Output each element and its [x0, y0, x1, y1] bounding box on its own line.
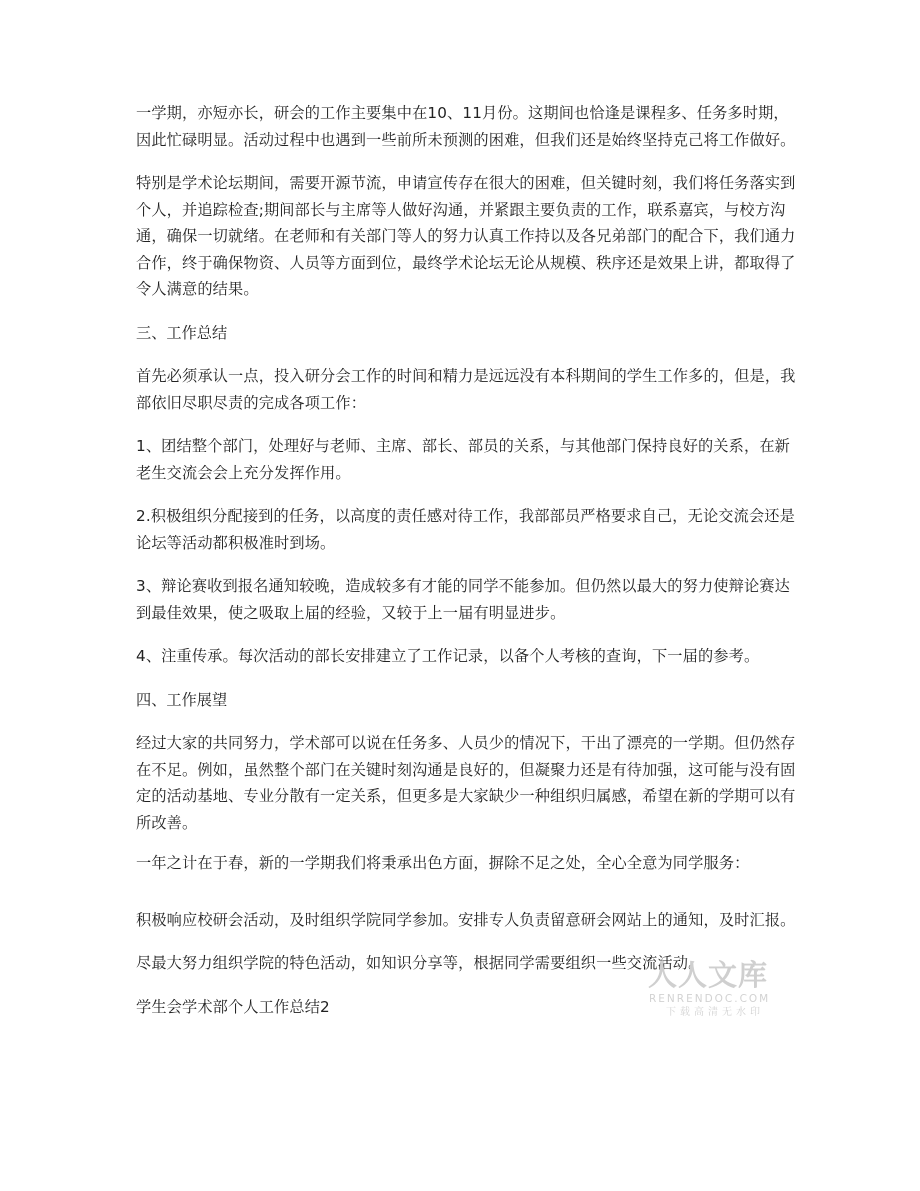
list-item-1: 1、团结整个部门，处理好与老师、主席、部长、部员的关系，与其他部门保持良好的关系，在新老生交流会会上充分发挥作用。: [136, 437, 790, 482]
watermark-domain: RENRENDOC.COM: [649, 993, 771, 1005]
paragraph-summary-intro: 首先必须承认一点，投入研分会工作的时间和精力是远远没有本科期间的学生工作多的，但是，我部依旧尽职尽责的完成各项工作：: [136, 367, 796, 412]
paragraph-plan-item-1: 积极响应校研会活动，及时组织学院同学参加。安排专人负责留意研会网站上的通知，及时汇报。: [136, 910, 796, 929]
list-item-3: 3、辩论赛收到报名通知较晚，造成较多有才能的同学不能参加。但仍然以最大的努力使辩论赛达到最佳效果，使之吸取上届的经验，又较于上一届有明显进步。: [136, 577, 790, 622]
list-item-4: 4、注重传承。每次活动的部长安排建立了工作记录，以备个人考核的查询，下一届的参考。: [136, 647, 760, 665]
paragraph-academic-forum: 特别是学术论坛期间，需要开源节流，申请宣传存在很大的困难，但关键时刻，我们将任务落实到个人，并追踪检查;期间部长与主席等人做好沟通，并紧跟主要负责的工作，联系嘉宾，与校方沟通，确保一切就绪。在老师和有关部门等人的努力认真工作持以及各兄弟部门的配合下，我们通力合作，终于确保物资、人员等方面到位，最终学术论坛无论从规模、秩序还是效果上讲，都取得了令人满意的结果。: [136, 174, 796, 298]
paragraph-plan-item-2: 尽最大努力组织学院的特色活动，如知识分享等，根据同学需要组织一些交流活动。: [136, 954, 704, 972]
paragraph-semester-overview: 一学期，亦短亦长，研会的工作主要集中在10、11月份。这期间也恰逢是课程多、任务多时期，因此忙碌明显。活动过程中也遇到一些前所未预测的困难，但我们还是始终坚持克己将工作做好。: [136, 104, 796, 149]
watermark-title: 人人文库: [648, 958, 769, 992]
section-title-part-2: 学生会学术部个人工作总结2: [136, 997, 330, 1016]
watermark-subtitle: 下载高清无水印: [666, 1007, 764, 1018]
paragraph-new-year-plan: 一年之计在于春，新的一学期我们将秉承出色方面，摒除不足之处，全心全意为同学服务：: [136, 854, 750, 872]
list-item-2: 2.积极组织分配接到的任务，以高度的责任感对待工作，我部部员严格要求自己，无论交流会还是论坛等活动都积极准时到场。: [136, 507, 795, 552]
heading-work-outlook: 四、工作展望: [136, 690, 228, 709]
heading-work-summary: 三、工作总结: [136, 323, 228, 342]
paragraph-outlook: 经过大家的共同努力，学术部可以说在任务多、人员少的情况下，干出了漂亮的一学期。但仍然存在不足。例如，虽然整个部门在关键时刻沟通是良好的，但凝聚力还是有待加强，这可能与没有固定的活动基地、专业分散有一定关系，但更多是大家缺少一种组织归属感，希望在新的学期可以有所改善。: [136, 734, 796, 832]
document-body: [136, 100, 796, 1020]
